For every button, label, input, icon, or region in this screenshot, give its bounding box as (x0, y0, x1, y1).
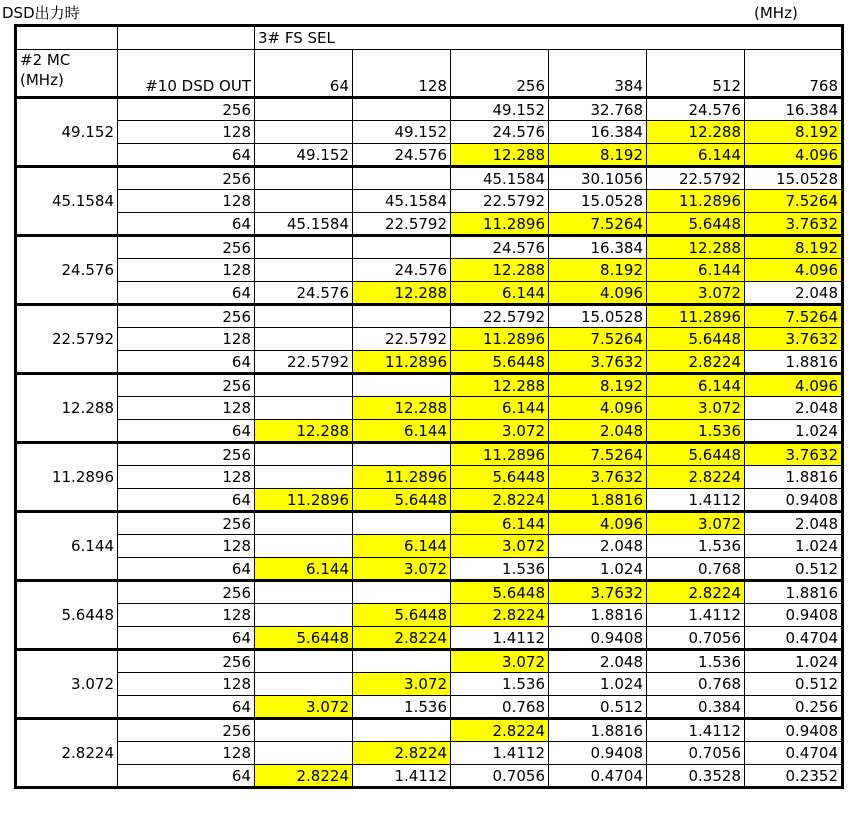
value-cell (255, 673, 353, 696)
value-cell (353, 98, 451, 121)
value-cell (255, 466, 353, 489)
value-cell: 5.6448 (647, 443, 745, 466)
table-row (16, 328, 843, 351)
value-cell: 2.048 (549, 535, 647, 558)
mc-value-cell: 24.576 (16, 236, 118, 305)
value-cell: 7.5264 (549, 328, 647, 351)
value-cell (353, 236, 451, 259)
mc-value-cell: 49.152 (16, 98, 118, 167)
dsd-out-cell: 256 (118, 305, 255, 328)
table-row (16, 305, 843, 328)
value-cell: 1.024 (745, 535, 843, 558)
value-cell: 11.2896 (353, 466, 451, 489)
dsd-out-cell: 256 (118, 443, 255, 466)
value-cell: 3.072 (353, 673, 451, 696)
mc-value-cell: 3.072 (16, 650, 118, 719)
value-cell: 0.512 (745, 558, 843, 581)
mc-value-cell: 12.288 (16, 374, 118, 443)
value-cell: 7.5264 (549, 443, 647, 466)
value-cell: 11.2896 (451, 213, 549, 236)
value-cell: 2.8224 (647, 466, 745, 489)
value-cell (353, 581, 451, 604)
value-cell (255, 581, 353, 604)
value-cell: 1.536 (647, 535, 745, 558)
table-row (16, 581, 843, 604)
dsd-out-cell: 256 (118, 167, 255, 190)
table-row (16, 259, 843, 282)
table-row (16, 489, 843, 512)
value-cell: 6.144 (647, 144, 745, 167)
table-row (16, 604, 843, 627)
table-row (16, 512, 843, 535)
dsd-out-cell: 64 (118, 420, 255, 443)
value-cell (353, 650, 451, 673)
value-cell: 12.288 (451, 259, 549, 282)
value-cell: 3.072 (353, 558, 451, 581)
value-cell: 24.576 (353, 259, 451, 282)
mc-header-line1: #2 MC (20, 51, 71, 69)
value-cell (255, 236, 353, 259)
value-cell: 0.512 (745, 673, 843, 696)
value-cell: 45.1584 (451, 167, 549, 190)
dsd-out-cell: 128 (118, 328, 255, 351)
value-cell: 1.024 (745, 650, 843, 673)
dsd-out-cell: 256 (118, 374, 255, 397)
value-cell: 2.8224 (255, 765, 353, 788)
value-cell: 2.8224 (353, 742, 451, 765)
value-cell: 1.8816 (745, 466, 843, 489)
value-cell: 7.5264 (745, 305, 843, 328)
value-cell: 49.152 (353, 121, 451, 144)
value-cell (255, 190, 353, 213)
value-cell: 7.5264 (745, 190, 843, 213)
dsd-out-cell: 256 (118, 512, 255, 535)
value-cell: 1.536 (647, 650, 745, 673)
value-cell: 1.8816 (549, 489, 647, 512)
column-header: 64 (255, 50, 353, 98)
value-cell: 6.144 (353, 420, 451, 443)
value-cell: 49.152 (451, 98, 549, 121)
dsd-out-cell: 128 (118, 397, 255, 420)
value-cell (255, 443, 353, 466)
value-cell: 12.288 (255, 420, 353, 443)
value-cell: 1.536 (451, 673, 549, 696)
dsd-out-header: #10 DSD OUT (118, 50, 255, 98)
dsd-out-cell: 128 (118, 259, 255, 282)
value-cell: 0.768 (451, 696, 549, 719)
value-cell (255, 305, 353, 328)
value-cell: 0.7056 (647, 742, 745, 765)
dsd-out-cell: 64 (118, 489, 255, 512)
dsd-out-cell: 128 (118, 604, 255, 627)
value-cell: 24.576 (451, 121, 549, 144)
value-cell: 3.072 (647, 512, 745, 535)
value-cell: 6.144 (353, 535, 451, 558)
value-cell: 3.072 (451, 420, 549, 443)
value-cell: 4.096 (745, 144, 843, 167)
value-cell: 0.9408 (745, 604, 843, 627)
table-row (16, 650, 843, 673)
table-row (16, 144, 843, 167)
table-row (16, 765, 843, 788)
value-cell (255, 512, 353, 535)
value-cell: 1.8816 (549, 604, 647, 627)
value-cell: 2.048 (549, 420, 647, 443)
value-cell (353, 719, 451, 742)
value-cell (255, 397, 353, 420)
dsd-out-cell: 128 (118, 673, 255, 696)
value-cell (255, 604, 353, 627)
value-cell: 5.6448 (451, 581, 549, 604)
mc-value-cell: 6.144 (16, 512, 118, 581)
value-cell: 32.768 (549, 98, 647, 121)
value-cell: 3.7632 (745, 213, 843, 236)
dsd-out-cell: 256 (118, 581, 255, 604)
table-row (16, 627, 843, 650)
column-header: 128 (353, 50, 451, 98)
value-cell: 0.9408 (745, 489, 843, 512)
value-cell: 15.0528 (549, 305, 647, 328)
value-cell (255, 650, 353, 673)
value-cell: 12.288 (451, 144, 549, 167)
value-cell: 1.4112 (353, 765, 451, 788)
value-cell: 3.7632 (745, 328, 843, 351)
value-cell: 2.8224 (451, 719, 549, 742)
value-cell: 8.192 (549, 374, 647, 397)
value-cell: 2.048 (745, 282, 843, 305)
header-blank (16, 26, 118, 50)
value-cell: 5.6448 (647, 328, 745, 351)
value-cell (353, 443, 451, 466)
dsd-out-cell: 64 (118, 558, 255, 581)
mc-header-line2: (MHz) (20, 71, 64, 89)
value-cell: 3.7632 (549, 351, 647, 374)
table-row (16, 742, 843, 765)
value-cell: 0.9408 (549, 742, 647, 765)
dsd-out-cell: 128 (118, 121, 255, 144)
table-row (16, 213, 843, 236)
value-cell: 6.144 (451, 512, 549, 535)
mc-value-cell: 2.8224 (16, 719, 118, 788)
value-cell: 2.8224 (647, 581, 745, 604)
value-cell: 1.024 (549, 673, 647, 696)
mc-value-cell: 45.1584 (16, 167, 118, 236)
value-cell: 1.024 (745, 420, 843, 443)
value-cell: 15.0528 (549, 190, 647, 213)
column-header: 512 (647, 50, 745, 98)
value-cell: 3.072 (647, 397, 745, 420)
value-cell: 5.6448 (451, 351, 549, 374)
table-row (16, 190, 843, 213)
value-cell: 1.8816 (745, 351, 843, 374)
value-cell: 12.288 (451, 374, 549, 397)
value-cell: 0.9408 (745, 719, 843, 742)
value-cell: 0.4704 (745, 627, 843, 650)
value-cell (255, 742, 353, 765)
value-cell: 6.144 (451, 282, 549, 305)
table-row (16, 98, 843, 121)
value-cell: 3.072 (647, 282, 745, 305)
value-cell: 6.144 (647, 374, 745, 397)
table-row (16, 282, 843, 305)
column-header: 768 (745, 50, 843, 98)
dsd-out-cell: 128 (118, 742, 255, 765)
value-cell: 1.536 (353, 696, 451, 719)
value-cell: 16.384 (745, 98, 843, 121)
value-cell: 3.072 (255, 696, 353, 719)
value-cell: 0.768 (647, 558, 745, 581)
table-row (16, 696, 843, 719)
value-cell: 22.5792 (451, 305, 549, 328)
value-cell: 49.152 (255, 144, 353, 167)
fs-sel-header: 3# FS SEL (255, 26, 843, 50)
value-cell (255, 374, 353, 397)
page-title: DSD出力時 (2, 4, 80, 22)
dsd-out-cell: 64 (118, 144, 255, 167)
value-cell: 0.7056 (647, 627, 745, 650)
value-cell: 11.2896 (647, 190, 745, 213)
dsd-out-cell: 256 (118, 236, 255, 259)
value-cell: 45.1584 (353, 190, 451, 213)
value-cell (255, 259, 353, 282)
dsd-out-cell: 64 (118, 627, 255, 650)
dsd-out-cell: 256 (118, 650, 255, 673)
value-cell: 2.8224 (647, 351, 745, 374)
value-cell: 0.4704 (549, 765, 647, 788)
value-cell: 30.1056 (549, 167, 647, 190)
value-cell (353, 305, 451, 328)
value-cell: 5.6448 (353, 604, 451, 627)
value-cell: 3.7632 (549, 466, 647, 489)
value-cell: 2.048 (745, 397, 843, 420)
value-cell (353, 374, 451, 397)
value-cell: 22.5792 (451, 190, 549, 213)
value-cell: 1.8816 (549, 719, 647, 742)
value-cell (255, 535, 353, 558)
value-cell: 4.096 (549, 512, 647, 535)
value-cell: 15.0528 (745, 167, 843, 190)
value-cell: 24.576 (255, 282, 353, 305)
mc-value-cell: 11.2896 (16, 443, 118, 512)
value-cell: 1.4112 (647, 489, 745, 512)
table-row (16, 420, 843, 443)
dsd-out-cell: 64 (118, 282, 255, 305)
frequency-table (14, 24, 844, 789)
value-cell: 24.576 (647, 98, 745, 121)
unit-label: (MHz) (754, 4, 798, 22)
value-cell: 1.4112 (647, 604, 745, 627)
value-cell: 12.288 (647, 121, 745, 144)
value-cell: 0.768 (647, 673, 745, 696)
value-cell: 4.096 (745, 259, 843, 282)
dsd-out-cell: 256 (118, 719, 255, 742)
value-cell: 8.192 (745, 121, 843, 144)
value-cell: 1.024 (549, 558, 647, 581)
value-cell: 12.288 (353, 397, 451, 420)
value-cell: 11.2896 (451, 443, 549, 466)
value-cell: 8.192 (745, 236, 843, 259)
value-cell: 4.096 (549, 282, 647, 305)
dsd-out-cell: 64 (118, 765, 255, 788)
table-row (16, 351, 843, 374)
dsd-out-cell: 64 (118, 351, 255, 374)
table-row (16, 558, 843, 581)
value-cell (255, 328, 353, 351)
value-cell: 11.2896 (451, 328, 549, 351)
value-cell (255, 719, 353, 742)
mc-value-cell: 22.5792 (16, 305, 118, 374)
column-header: 256 (451, 50, 549, 98)
dsd-out-cell: 64 (118, 213, 255, 236)
value-cell: 6.144 (451, 397, 549, 420)
table-row (16, 443, 843, 466)
value-cell: 3.072 (451, 535, 549, 558)
value-cell: 1.4112 (451, 627, 549, 650)
value-cell: 3.7632 (549, 581, 647, 604)
value-cell: 5.6448 (255, 627, 353, 650)
value-cell (255, 121, 353, 144)
table-row (16, 374, 843, 397)
value-cell: 11.2896 (647, 305, 745, 328)
value-cell: 22.5792 (255, 351, 353, 374)
value-cell (255, 167, 353, 190)
value-cell: 2.8224 (353, 627, 451, 650)
value-cell: 1.4112 (451, 742, 549, 765)
table-row (16, 167, 843, 190)
mc-value-cell: 5.6448 (16, 581, 118, 650)
value-cell: 0.9408 (549, 627, 647, 650)
value-cell: 3.072 (451, 650, 549, 673)
column-header: 384 (549, 50, 647, 98)
value-cell: 11.2896 (255, 489, 353, 512)
value-cell: 16.384 (549, 236, 647, 259)
value-cell: 5.6448 (353, 489, 451, 512)
value-cell: 0.7056 (451, 765, 549, 788)
dsd-out-cell: 256 (118, 98, 255, 121)
value-cell: 1.536 (647, 420, 745, 443)
dsd-out-cell: 128 (118, 190, 255, 213)
value-cell: 16.384 (549, 121, 647, 144)
value-cell: 0.384 (647, 696, 745, 719)
header-blank (118, 26, 255, 50)
value-cell (255, 98, 353, 121)
table-row (16, 673, 843, 696)
dsd-out-cell: 128 (118, 466, 255, 489)
value-cell: 4.096 (549, 397, 647, 420)
value-cell: 0.4704 (745, 742, 843, 765)
value-cell: 6.144 (255, 558, 353, 581)
value-cell: 1.536 (451, 558, 549, 581)
value-cell: 2.8224 (451, 604, 549, 627)
value-cell: 0.3528 (647, 765, 745, 788)
value-cell: 22.5792 (353, 213, 451, 236)
value-cell: 8.192 (549, 259, 647, 282)
value-cell: 5.6448 (647, 213, 745, 236)
value-cell: 22.5792 (353, 328, 451, 351)
value-cell: 6.144 (647, 259, 745, 282)
value-cell: 45.1584 (255, 213, 353, 236)
value-cell: 24.576 (451, 236, 549, 259)
table-row (16, 719, 843, 742)
value-cell: 2.8224 (451, 489, 549, 512)
value-cell (353, 167, 451, 190)
value-cell: 5.6448 (451, 466, 549, 489)
value-cell: 2.048 (745, 512, 843, 535)
mc-header (16, 50, 118, 98)
table-row (16, 236, 843, 259)
value-cell: 3.7632 (745, 443, 843, 466)
value-cell: 7.5264 (549, 213, 647, 236)
dsd-out-cell: 64 (118, 696, 255, 719)
value-cell: 0.512 (549, 696, 647, 719)
value-cell: 1.8816 (745, 581, 843, 604)
table-row (16, 466, 843, 489)
value-cell: 1.4112 (647, 719, 745, 742)
value-cell: 0.2352 (745, 765, 843, 788)
value-cell: 2.048 (549, 650, 647, 673)
value-cell: 0.256 (745, 696, 843, 719)
table-row (16, 535, 843, 558)
value-cell (353, 512, 451, 535)
value-cell: 11.2896 (353, 351, 451, 374)
value-cell: 12.288 (647, 236, 745, 259)
table-row (16, 397, 843, 420)
value-cell: 22.5792 (647, 167, 745, 190)
value-cell: 8.192 (549, 144, 647, 167)
value-cell: 24.576 (353, 144, 451, 167)
value-cell: 12.288 (353, 282, 451, 305)
value-cell: 4.096 (745, 374, 843, 397)
table-row (16, 121, 843, 144)
dsd-out-cell: 128 (118, 535, 255, 558)
